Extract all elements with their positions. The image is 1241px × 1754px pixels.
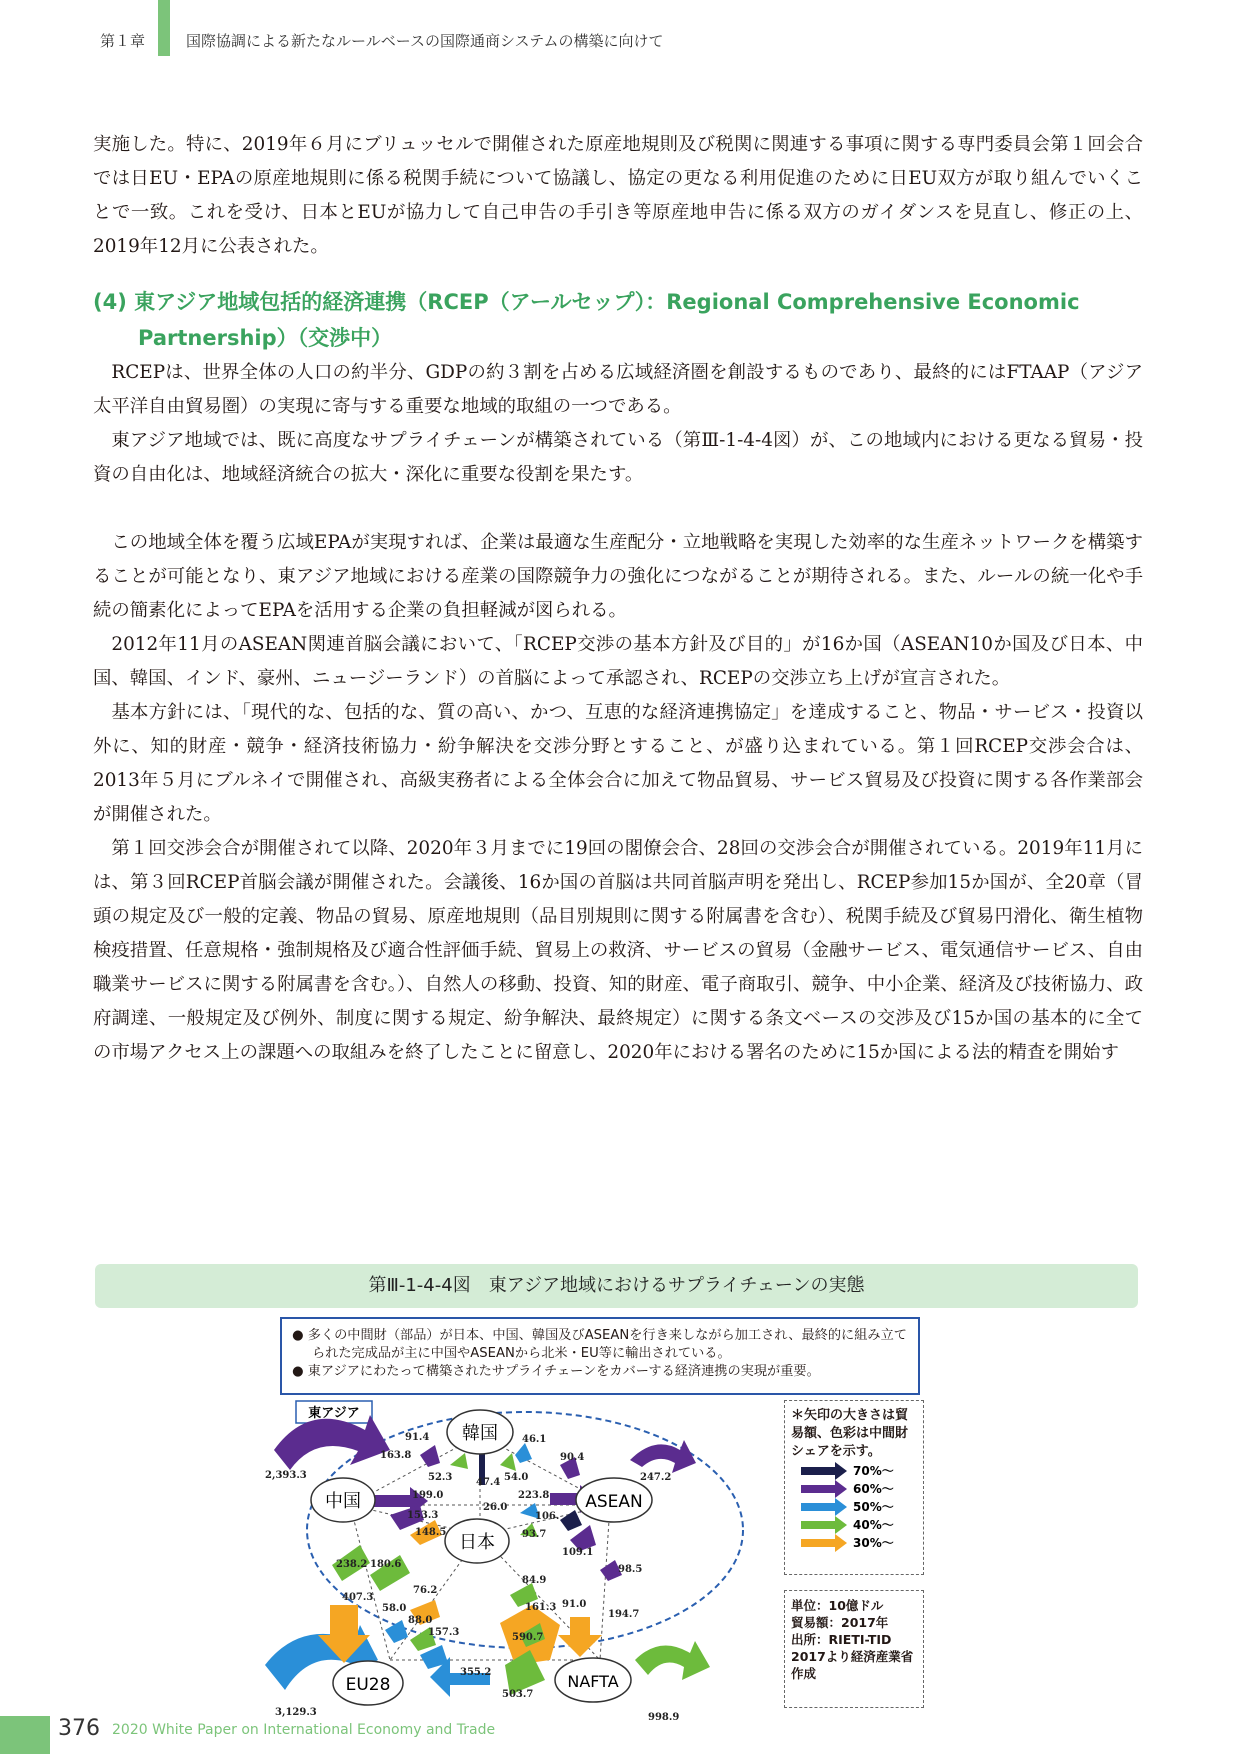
value-label: 503.7	[502, 1689, 534, 1700]
paragraph-spacer	[93, 492, 1143, 526]
paragraph: 第１回交渉会合が開催されて以降、2020年３月までに19回の閣僚会合、28回の交渉会合が開催されている。2019年11月には、第３回RCEP首脳会議が開催された。会議後、16か国の首脳は共同首脳声明を発出し、RCEP参加15か国が、全20章（冒頭の規定及び一般的定義、物品の貿易、原産地規則（品目別規則に関する附属書を含む）、税関手続及び貿易円滑化、衛生植物検疫措置、任意規格・強制規格及び適合性評価手続、貿易上の救済、サービスの貿易（金融サービス、電気通信サービス、自由職業サービスに関する附属書を含む。）、自然人の移動、投資、知的財産、電子商取引、競争、中小企業、経済及び技術協力、政府調達、一般規定及び例外、制度に関する規定、紛争解決、最終規定）に関する条文ベースの交渉及び15か国の基本的に全ての市場アクセス上の課題への取組みを終了したことに留意し、2020年における署名のために15か国による法的精査を開始す	[93, 838, 1143, 1063]
footer-title: 2020 White Paper on International Economy and Trade	[112, 1722, 496, 1738]
value-label: 98.5	[618, 1564, 643, 1575]
value-label: 2,393.3	[265, 1470, 307, 1481]
node-eu-label: EU28	[345, 1675, 391, 1695]
node-asean-label: ASEAN	[585, 1492, 643, 1512]
source-line: 2017より経済産業省	[791, 1649, 914, 1664]
source-line: 出所：RIETI-TID	[791, 1632, 892, 1647]
source-line: 作成	[791, 1666, 817, 1681]
source-line: 単位：10億ドル	[791, 1598, 884, 1613]
value-label: 76.2	[413, 1585, 438, 1596]
paragraph: 2012年11月のASEAN関連首脳会議において、「RCEP交渉の基本方針及び目的」が16か国（ASEAN10か国及び日本、中国、韓国、インド、豪州、ニュージーランド）の首脳によって承認され、RCEPの交渉立ち上げが宣言された。	[93, 634, 1143, 689]
value-label: 223.8	[518, 1490, 550, 1501]
paragraph: 基本方針には、「現代的な、包括的な、質の高い、かつ、互恵的な経済連携協定」を達成すること、物品・サービス・投資以外に、知的財産・競争・経済技術協力・紛争解決を交渉分野とすること、が盛り込まれている。第１回RCEP交渉会合は、2013年５月にブルネイで開催され、高級実務者による全体会合に加えて物品貿易、サービス貿易及び投資に関する各作業部会が開催された。	[93, 702, 1143, 825]
value-label: 3,129.3	[275, 1707, 317, 1718]
figure-note-box	[280, 1317, 920, 1395]
value-label: 153.3	[407, 1510, 439, 1521]
value-label: 91.4	[405, 1432, 430, 1443]
value-label: 84.9	[522, 1575, 547, 1586]
body-text	[93, 128, 1143, 1070]
value-label: 238.2	[336, 1559, 368, 1570]
value-label: 199.0	[412, 1490, 444, 1501]
legend-label: 30%～	[853, 1536, 894, 1550]
value-label: 355.2	[460, 1667, 492, 1678]
value-label: 106.	[535, 1511, 560, 1522]
flow-arrow	[500, 1453, 516, 1471]
legend-swatches	[791, 1461, 916, 1553]
source-box	[784, 1590, 924, 1708]
region-label: 東アジア	[308, 1406, 360, 1421]
paragraph: 実施した。特に、2019年６月にブリュッセルで開催された原産地規則及び税関に関連する事項に関する専門委員会第１回会合では日EU・EPAの原産地規則に係る税関手続について協議し、協定の更なる利用促進のために日EU双方が取り組んでいくことで一致。これを受け、日本とEUが協力して自己申告の手引き等原産地申告に係る双方のガイダンスを見直し、修正の上、2019年12月に公表された。	[93, 134, 1143, 257]
value-label: 109.1	[562, 1547, 594, 1558]
node-japan-label: 日本	[459, 1532, 495, 1553]
flow-arrow	[450, 1453, 468, 1469]
value-label: 52.3	[428, 1472, 453, 1483]
node-china-label: 中国	[325, 1491, 361, 1512]
node-korea-label: 韓国	[462, 1423, 498, 1444]
value-label: 46.1	[522, 1434, 547, 1445]
legend-label: 70%～	[853, 1464, 894, 1478]
self-trade-arrow	[630, 1440, 696, 1473]
legend-title: ＊矢印の大きさは貿易額、色彩は中間財シェアを示す。	[791, 1408, 909, 1459]
legend-label: 60%～	[853, 1482, 894, 1496]
legend-label: 50%～	[853, 1500, 894, 1514]
node-nafta-label: NAFTA	[567, 1672, 619, 1691]
figure-title-bar	[95, 1264, 1138, 1308]
section-heading: (4) 東アジア地域包括的経済連携（RCEP（アールセップ）：Regional Comprehensive Economic Partnership）（交渉中）	[93, 290, 1080, 350]
value-label: 26.0	[483, 1502, 508, 1513]
legend-swatch	[801, 1498, 847, 1516]
value-label: 148.5	[415, 1527, 447, 1538]
flow-arrow	[515, 1443, 532, 1463]
flow-arrow	[560, 1510, 582, 1531]
source-line: 貿易額：2017年	[791, 1615, 889, 1630]
value-label: 247.2	[640, 1472, 672, 1483]
figure-note: ● 多くの中間財（部品）が日本、中国、韓国及びASEANを行き来しながら加工され、最終的に組み立てられた完成品が主に中国やASEANから北米・EU等に輸出されている。	[292, 1328, 907, 1361]
value-label: 590.7	[512, 1632, 544, 1643]
value-label: 194.7	[608, 1609, 640, 1620]
paragraph: この地域全体を覆う広域EPAが実現すれば、企業は最適な生産配分・立地戦略を実現した効率的な生産ネットワークを構築することが可能となり、東アジア地域における産業の国際競争力の強化につながることが期待される。また、ルールの統一化や手続の簡素化によってEPAを活用する企業の負担軽減が図られる。	[93, 532, 1143, 621]
figure-title: 第Ⅲ-1-4-4図 東アジア地域におけるサプライチェーンの実態	[368, 1275, 865, 1296]
paragraph: RCEPは、世界全体の人口の約半分、GDPの約３割を占める広域経済圏を創設するものであり、最終的にはFTAAP（アジア太平洋自由貿易圏）の実現に寄与する重要な地域的取組の一つである。	[93, 362, 1143, 417]
legend-label: 40%～	[853, 1518, 894, 1532]
header-accent-bar	[158, 0, 170, 56]
value-label: 157.3	[428, 1627, 460, 1638]
footer-accent-bar	[0, 1716, 50, 1754]
legend-box	[784, 1400, 924, 1575]
legend-swatch	[801, 1480, 847, 1498]
value-label: 58.0	[382, 1603, 407, 1614]
chapter-title: 国際協調による新たなルールベースの国際通商システムの構築に向けて	[186, 32, 664, 50]
value-label: 180.6	[370, 1559, 402, 1570]
legend-swatch	[801, 1462, 847, 1480]
chapter-label: 第１章	[100, 32, 146, 50]
legend-swatch	[801, 1516, 847, 1534]
value-label: 88.0	[408, 1615, 433, 1626]
value-label: 161.3	[525, 1602, 557, 1613]
value-label: 93.7	[522, 1529, 547, 1540]
value-label: 163.8	[380, 1450, 412, 1461]
self-trade-arrow	[635, 1641, 710, 1680]
page-number: 376	[58, 1716, 100, 1741]
value-label: 90.4	[560, 1452, 585, 1463]
value-label: 47.4	[476, 1477, 501, 1488]
figure-note: ● 東アジアにわたって構築されたサプライチェーンをカバーする経済連携の実現が重要。	[292, 1364, 820, 1379]
value-label: 407.3	[342, 1592, 374, 1603]
self-trade-arrow	[274, 1415, 390, 1470]
value-label: 54.0	[504, 1472, 529, 1483]
paragraph: 東アジア地域では、既に高度なサプライチェーンが構築されている（第Ⅲ-1-4-4図）が、この地域内における更なる貿易・投資の自由化は、地域経済統合の拡大・深化に重要な役割を果たす。	[93, 430, 1143, 485]
value-label: 998.9	[648, 1712, 680, 1723]
page-header	[0, 0, 1241, 70]
flow-arrow	[420, 1445, 440, 1467]
value-label: 91.0	[562, 1599, 587, 1610]
legend-swatch	[801, 1534, 847, 1552]
